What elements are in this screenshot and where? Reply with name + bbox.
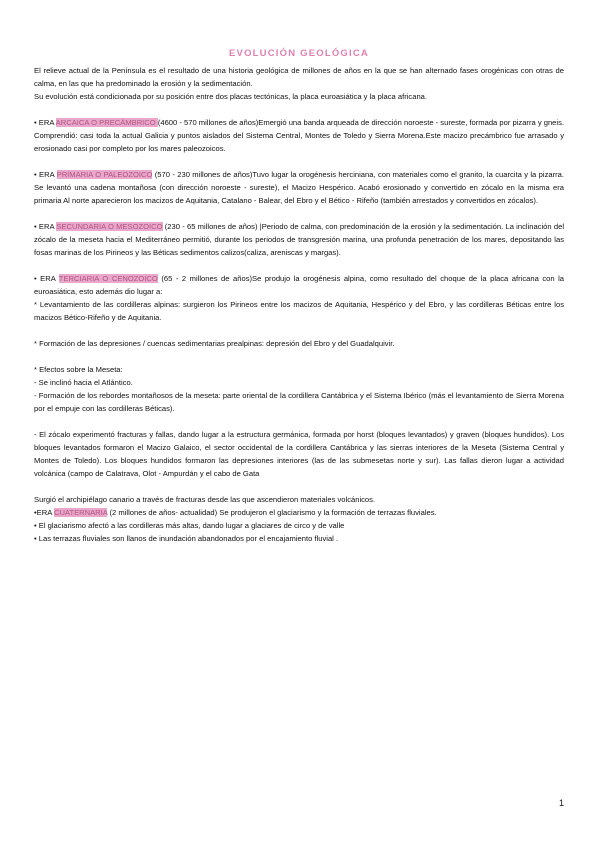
era-arcaica-highlight: ARCAICA O PRECÁMBRICO [55, 118, 158, 127]
era-prefix: • ERA [34, 118, 56, 127]
cuaternaria-point-glaciarismo: • El glaciarismo afectó a las cordilleras más altas, dando lugar a glaciares de circo y de valle [34, 521, 345, 530]
era-primaria-text: (570 - 230 millones de años)Tuvo lugar la orogénesis herciniana, con materiales como el granito, la cuarcita y la pizarra. Se levantó una cadena montañosa (con dirección noroeste - sureste), el Macizo Hespérico. Acabó erosionado y convertido en zócalo en la misma era primaria Al norte aparecieron los macizos de Aquitania, Catalano - Balear, del Ebro y el Bético - Rifeño (también arrestados y convertidos en zócalos). [34, 170, 564, 205]
meseta-zocalo-paragraph: - El zócalo experimentó fracturas y fallas, dando lugar a la estructura germánica, formada por horst (bloques levantados) y graven (bloques hundidos). Los bloques levantados formaron el Macizo Galaico, el sector occidental de la cordillera Cantábrica y las sierras interiores de la Meseta (Sistema Central y Montes de Toledo). Los bloques hundidos formaron las depresiones interiores (las de las submesetas norte y sur). Las fallas dieron lugar a actividad volcánica (campo de Calatrava, Olot - Ampurdán y el cabo de Gata [34, 430, 564, 478]
intro-paragraph-1: El relieve actual de la Península es el resultado de una historia geológica de millones de años en la que se han alternado fases orogénicas con otras de calma, en las que ha predominado la erosión y la sedimentación. [34, 66, 564, 88]
era-prefix: •ERA [34, 508, 54, 517]
era-prefix: • ERA [34, 222, 57, 231]
era-secundaria-text: (230 - 65 millones de años) |Periodo de calma, con predominación de la erosión y la sedimentación. La inclinación del zócalo de la meseta hacia el Mediterráneo permitió, durante los periodos de transgresión marina, una profunda penetración de los mares, depositando las fosas marinas de los Pirineos y las Béticas sedimentos calizos(caliza, areniscas y margas). [34, 222, 565, 257]
era-primaria-highlight: PRIMARIA O PALEOZOICO [56, 170, 153, 179]
terciaria-point-depresiones: * Formación de las depresiones / cuencas sedimentarias prealpinas: depresión del Ebro y del Guadalquivir. [34, 339, 395, 348]
meseta-line-1: - Se inclinó hacia el Atlántico. [34, 378, 133, 387]
era-cuaternaria-paragraph [34, 506, 564, 519]
page-title: EVOLUCIÓN GEOLÓGICA [229, 48, 369, 59]
era-arcaica-paragraph [34, 116, 564, 155]
era-terciaria-text: (65 - 2 millones de años)Se produjo la orogénesis alpina, como resultado del choque de la placa africana con la euroasiática, esto además dio lugar a: [34, 274, 565, 296]
era-cuaternaria-text: (2 millones de años- actualidad) Se produjeron el glaciarismo y la formación de terrazas fluviales. [107, 508, 437, 517]
era-prefix: • ERA [34, 170, 57, 179]
meseta-line-2: - Formación de los rebordes montañosos de la meseta: parte oriental de la cordillera Cantábrica y el Sistema Ibérico (más el levantamiento de Sierra Morena por el empuje con las cordilleras Béticas). [34, 391, 564, 413]
intro-paragraph-2: Su evolución está condicionada por su posición entre dos placas tectónicas, la placa euroasiática y la placa africana. [34, 92, 428, 101]
era-prefix: • ERA [34, 274, 59, 283]
era-terciaria-paragraph [34, 272, 564, 298]
era-secundaria-highlight: SECUNDARIA O MESOZOICO [56, 222, 163, 231]
page-number: 1 [558, 798, 564, 808]
canarias-paragraph: Surgió el archipiélago canario a través de fracturas desde las que ascendieron materiales volcánicos. [34, 495, 376, 504]
document-body [34, 48, 564, 545]
era-primaria-paragraph [34, 168, 564, 207]
era-secundaria-paragraph [34, 220, 564, 259]
meseta-heading: * Efectos sobre la Meseta: [34, 365, 123, 374]
terciaria-point-cordilleras: * Levantamiento de las cordilleras alpinas: surgieron los Pirineos entre los macizos de Aquitania, Hespérico y del Ebro, y las cordilleras Béticas entre los macizos Bético-Rifeño y de Aquitania. [34, 300, 564, 322]
era-terciaria-highlight: TERCIARIA O CENOZOICO [58, 274, 158, 283]
era-cuaternaria-highlight: CUATERNARIA [53, 508, 108, 517]
cuaternaria-point-terrazas: • Las terrazas fluviales son llanos de inundación abandonados por el encajamiento fluvial . [34, 534, 339, 543]
era-arcaica-text: (4600 - 570 millones de años)Emergió una banda arqueada de dirección noroeste - sureste, formada por pizarra y gneis. Comprendió: casi toda la actual Galicia y puntos aislados del Sistema Central, Montes de Toledo y Sierra Morena.Este macizo precámbrico fue arrasado y erosionado casi por completo por los mares paleozoicos. [34, 118, 564, 153]
